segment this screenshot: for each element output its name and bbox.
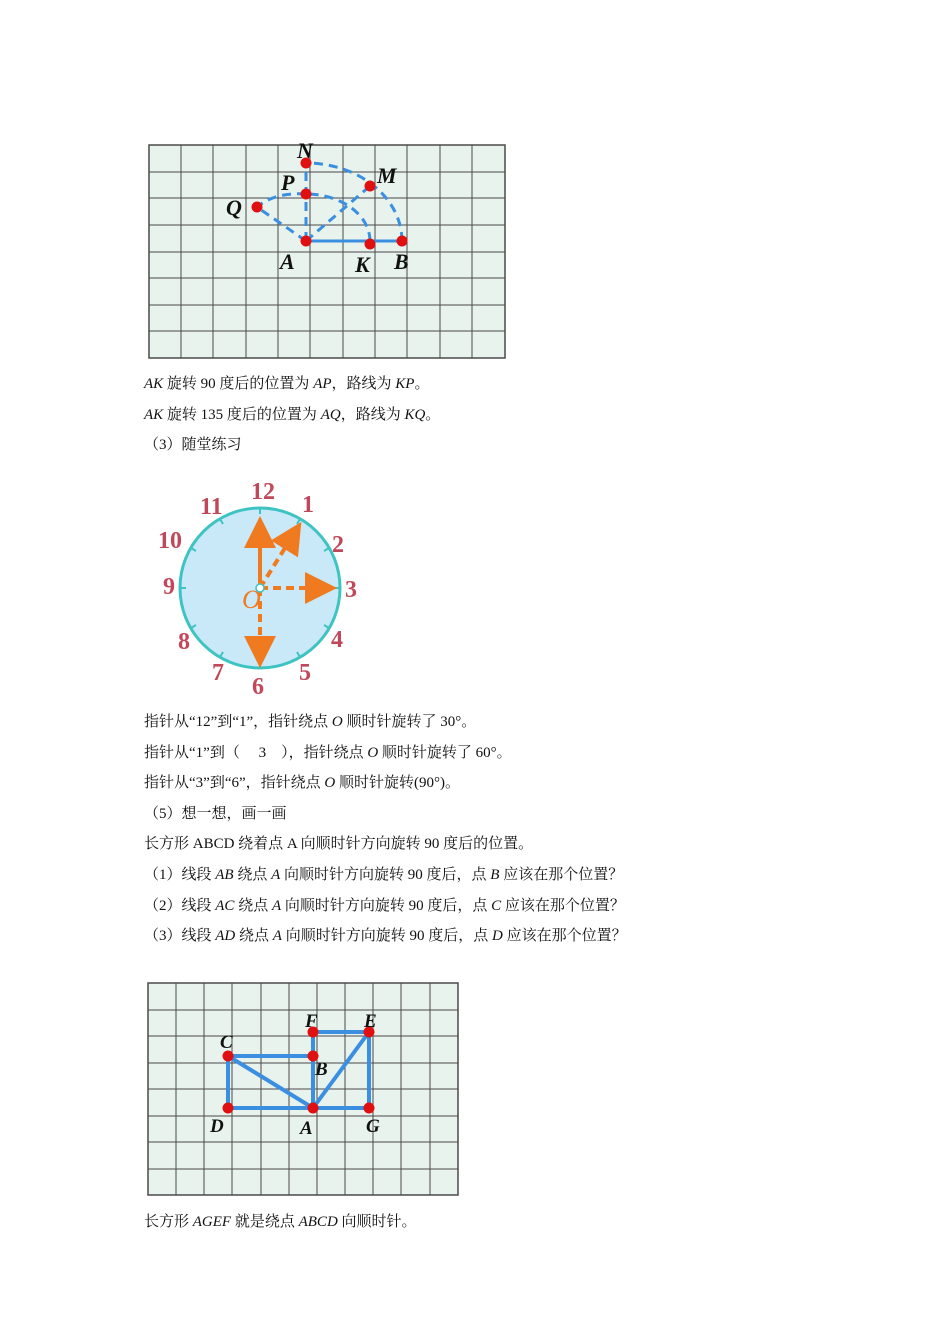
section-heading-practice: （3）随堂练习 — [144, 437, 242, 453]
clock-number-12: 12 — [251, 479, 275, 505]
rotation-grid-figure-2 — [140, 975, 470, 1205]
clock-figure — [145, 470, 375, 700]
clock-number-6: 6 — [252, 674, 264, 700]
label-B: B — [394, 249, 409, 274]
question-3: （3）线段 AD 绕点 A 向顺时针方向旋转 90 度后，点 D 应该在那个位置？ — [144, 928, 627, 944]
clock-number-11: 11 — [200, 494, 223, 520]
section-heading-think-draw: （5）想一想，画一画 — [144, 806, 287, 822]
clock-number-3: 3 — [345, 577, 357, 603]
rectangle-rotation-intro: 长方形 ABCD 绕着点 A 向顺时针方向旋转 90 度后的位置。 — [144, 836, 534, 852]
text-line-ak-135: AK 旋转 135 度后的位置为 AQ，路线为 KQ。 — [144, 407, 441, 423]
label-M: M — [377, 163, 397, 188]
clock-number-4: 4 — [331, 627, 343, 653]
clock-number-5: 5 — [299, 660, 311, 686]
clock-answer-2: 指针从“1”到（ 3 ），指针绕点 O 顺时针旋转了 60°。 — [144, 745, 512, 761]
clock-number-1: 1 — [302, 492, 314, 518]
label-D: D — [210, 1116, 224, 1137]
text-line-ak-90: AK 旋转 90 度后的位置为 AP，路线为 KP。 — [144, 376, 430, 392]
clock-answer-3: 指针从“3”到“6”，指针绕点 O 顺时针旋转(90°)。 — [144, 775, 460, 791]
label-P: P — [281, 170, 295, 195]
clock-number-2: 2 — [332, 532, 344, 558]
question-2: （2）线段 AC 绕点 A 向顺时针方向旋转 90 度后，点 C 应该在那个位置？ — [144, 898, 625, 914]
label-F: F — [305, 1011, 318, 1032]
label-A: A — [280, 249, 295, 274]
clock-number-8: 8 — [178, 629, 190, 655]
label-B2: B — [315, 1059, 328, 1080]
clock-number-9: 9 — [163, 574, 175, 600]
question-1: （1）线段 AB 绕点 A 向顺时针方向旋转 90 度后，点 B 应该在那个位置？ — [144, 867, 624, 883]
label-C: C — [220, 1032, 233, 1053]
clock-number-7: 7 — [212, 660, 224, 686]
rotation-grid-figure-1 — [140, 130, 520, 370]
clock-center-label: O — [242, 585, 261, 614]
label-G: G — [366, 1116, 380, 1137]
label-A2: A — [300, 1118, 313, 1139]
label-N: N — [297, 138, 313, 163]
label-E: E — [364, 1011, 377, 1032]
clock-answer-1: 指针从“12”到“1”，指针绕点 O 顺时针旋转了 30°。 — [144, 714, 477, 730]
label-K: K — [355, 252, 370, 277]
label-Q: Q — [226, 195, 242, 220]
clock-number-10: 10 — [158, 528, 182, 554]
conclusion-line: 长方形 AGEF 就是绕点 ABCD 向顺时针。 — [144, 1214, 417, 1230]
